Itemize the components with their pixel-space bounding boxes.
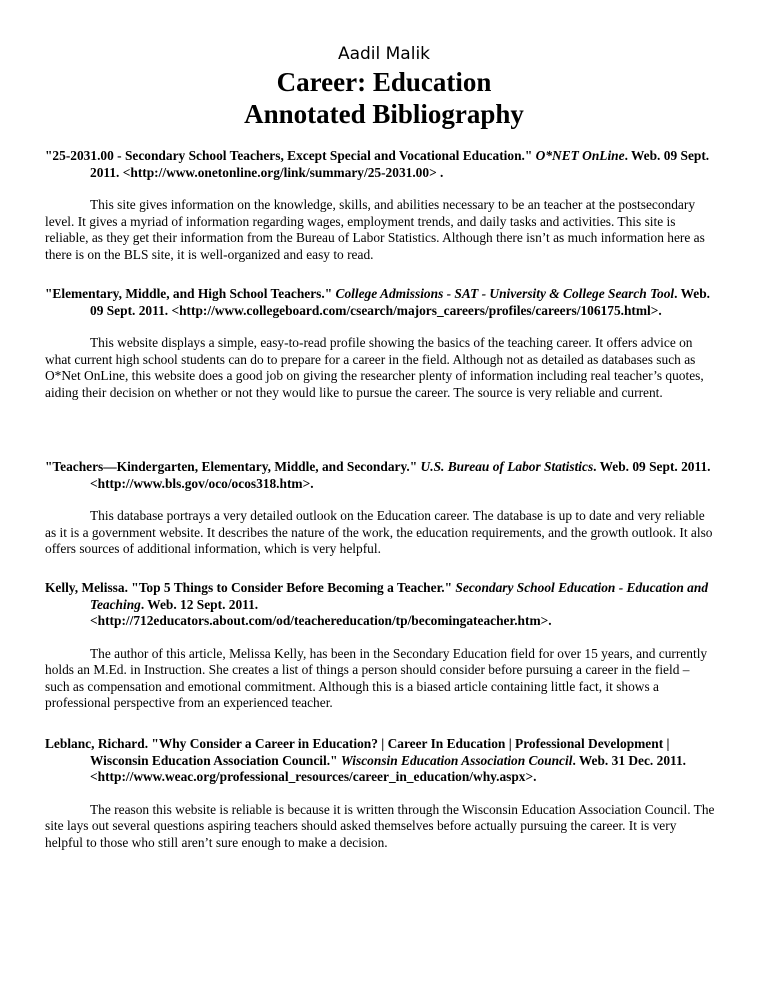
citation-source: College Admissions - SAT - University & College Search Tool — [335, 286, 675, 301]
citation-details: . Web. 31 Dec. 2011. <http://www.weac.org/professional_resources/career_in_education/why.aspx>. — [90, 752, 687, 784]
bibliography-entry-1 — [45, 148, 715, 263]
annotation: This site gives information on the knowledge, skills, and abilities necessary to be an teacher at the postsecondary level. It gives a myriad of information regarding wages, employment trends, and daily tasks and activities. This site is reliable, as they get their information from the Bureau of Labor Statistics. Although there isn’t as much information here as there is on the BLS site, it is well-organized and easy to read. — [45, 197, 705, 262]
citation-text: Leblanc, Richard. "Why Consider a Career in Education? | Career In Education | Professional Development | Wisconsin Education Association Council." — [45, 736, 670, 768]
citation-details: . Web. 09 Sept. 2011. <http://www.collegeboard.com/csearch/majors_careers/profiles/careers/106175.html>. — [90, 286, 710, 318]
bibliography-entry-2 — [45, 286, 715, 401]
citation-text: "Teachers—Kindergarten, Elementary, Middle, and Secondary." — [45, 459, 421, 474]
citation — [45, 148, 715, 181]
citation-text: Kelly, Melissa. "Top 5 Things to Consider Before Becoming a Teacher." — [45, 580, 456, 595]
document-title — [0, 66, 768, 130]
citation — [45, 736, 715, 786]
citation-details: . Web. 12 Sept. 2011. <http://712educators.about.com/od/teachereducation/tp/becomingateacher.htm>. — [90, 596, 552, 628]
bibliography-entry-5 — [45, 736, 715, 851]
citation-source: O*NET OnLine — [535, 148, 625, 163]
citation-source: U.S. Bureau of Labor Statistics — [420, 459, 594, 474]
author-name: Aadil Malik — [337, 44, 431, 64]
annotation: This database portrays a very detailed outlook on the Education career. The database is up to date and very reliable as it is a government website. It describes the nature of the work, the education requirements, and the growth outlook. It also offers sources of additional information, which is very helpful. — [45, 508, 713, 556]
annotation: The reason this website is reliable is because it is written through the Wisconsin Education Association Council. The site lays out several questions aspiring teachers should asked themselves before actually pursuing the career. It is very helpful to those who still aren’t sure enough to make a decision. — [45, 801, 715, 850]
citation-text: "25-2031.00 - Secondary School Teachers, Except Special and Vocational Education." — [45, 148, 536, 163]
bibliography-entry-3 — [45, 459, 715, 558]
title-line-1: Career: Education — [276, 67, 492, 97]
bibliography-entry-4 — [45, 580, 715, 712]
annotation: The author of this article, Melissa Kelly, has been in the Secondary Education field for over 15 years, and currently holds an M.Ed. in Instruction. She creates a list of things a person should consider before pursuing a career in the field – such as compensation and emotional commitment. Although this is a biased article containing little fact, it shows a professional perspective from an experienced teacher. — [45, 645, 708, 710]
citation-details: . Web. 09 Sept. 2011. <http://www.bls.gov/oco/ocos318.htm>. — [90, 459, 711, 491]
annotation: This website displays a simple, easy-to-read profile showing the basics of the teaching career. It offers advice on what current high school students can do to prepare for a career in the field. Although not as detailed as databases such as O*Net OnLine, this website does a good job on giving the researcher plenty of information including real teacher’s quotes, aiding their decision on whether or not they would like to pursue the career. The source is very reliable and current. — [45, 335, 704, 400]
citation-text: "Elementary, Middle, and High School Teachers." — [45, 286, 336, 301]
citation-source: Wisconsin Education Association Council — [340, 752, 573, 768]
citation-source: Secondary School Education - Education and Teaching — [90, 580, 709, 612]
title-line-2: Annotated Bibliography — [244, 99, 524, 129]
citation — [45, 580, 715, 630]
citation — [45, 459, 715, 492]
citation-details: . Web. 09 Sept. 2011. <http://www.onetonline.org/link/summary/25-2031.00> . — [90, 148, 710, 180]
citation — [45, 286, 715, 319]
